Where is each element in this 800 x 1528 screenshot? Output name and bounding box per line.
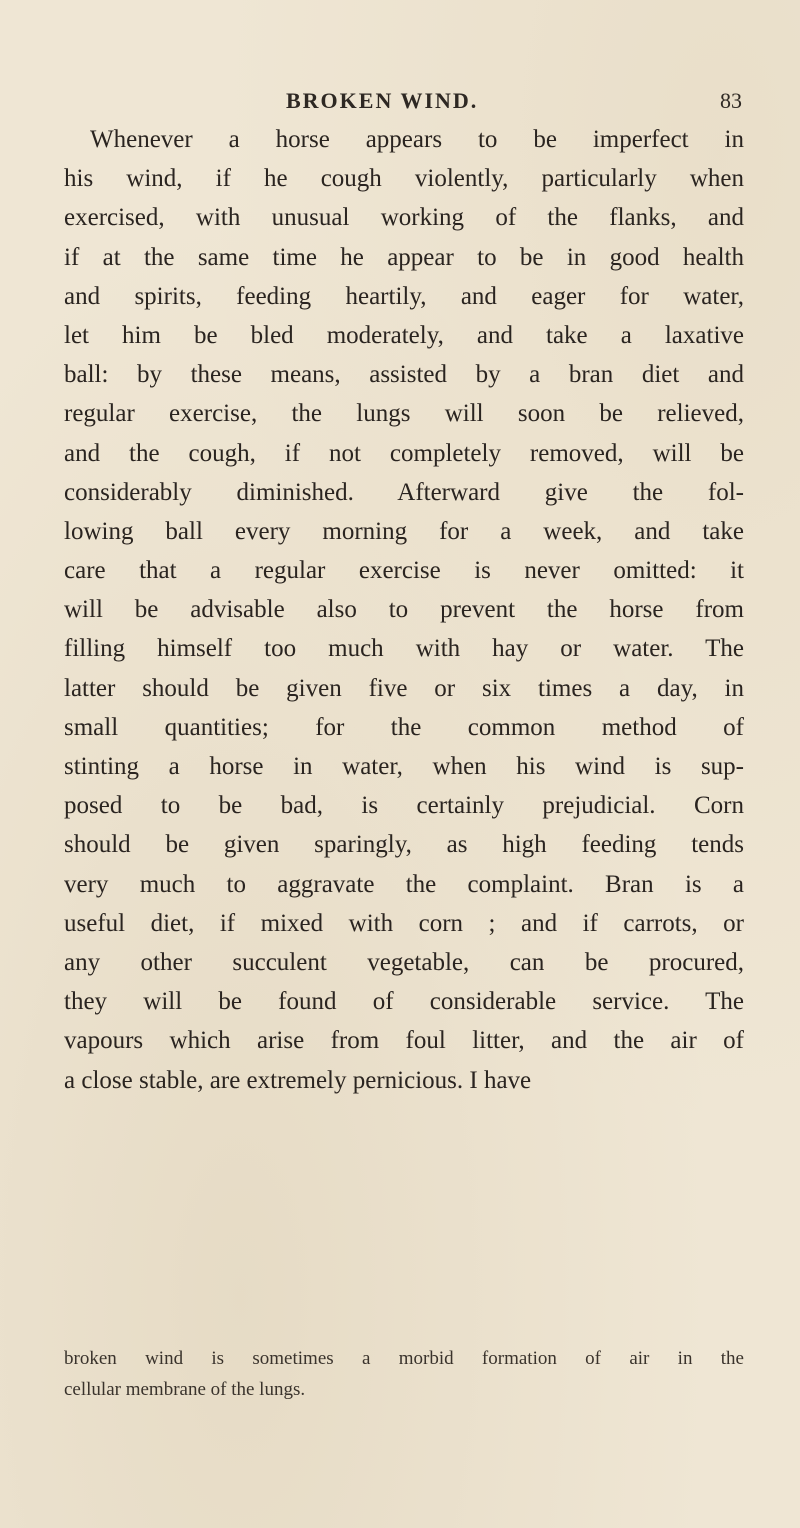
text-line: latter should be given five or six times a day, in: [64, 674, 744, 702]
text-line: Whenever a horse appears to be imperfect in: [90, 126, 744, 153]
page-number: 83: [720, 88, 742, 113]
text-line: should be given sparingly, as high feeding tends: [64, 831, 744, 859]
text-line: exercised, with unusual working of the flanks, and: [64, 204, 744, 232]
text-line: and the cough, if not completely removed, will be: [64, 439, 744, 467]
text-line: filling himself too much with hay or water. The: [64, 635, 744, 663]
text-line: stinting a horse in water, when his wind is sup-: [64, 753, 744, 780]
text-line: care that a regular exercise is never omitted: it: [64, 557, 744, 585]
text-line: ball: by these means, assisted by a bran diet and: [64, 361, 744, 389]
text-line: will be advisable also to prevent the horse from: [64, 596, 744, 624]
text-line: lowing ball every morning for a week, and take: [64, 517, 744, 545]
page-header: [0, 88, 800, 118]
footnote-line: broken wind is sometimes a morbid formation of air in the: [64, 1348, 744, 1369]
footnote-line: cellular membrane of the lungs.: [64, 1379, 306, 1400]
text-line: vapours which arise from foul litter, and the air of: [64, 1027, 744, 1055]
text-line: they will be found of considerable service. The: [64, 988, 744, 1016]
text-line: his wind, if he cough violently, particularly when: [64, 165, 744, 193]
footnote: [64, 1343, 744, 1405]
text-line: if at the same time he appear to be in good health: [64, 243, 744, 271]
text-line: regular exercise, the lungs will soon be relieved,: [64, 400, 744, 428]
body-text: [64, 120, 744, 1100]
text-line: let him be bled moderately, and take a laxative: [64, 321, 744, 349]
text-line: very much to aggravate the complaint. Bran is a: [64, 870, 744, 898]
running-title: BROKEN WIND.: [286, 88, 479, 113]
text-line: useful diet, if mixed with corn ; and if carrots, or: [64, 909, 744, 937]
text-line: considerably diminished. Afterward give the fol-: [64, 478, 744, 506]
text-line: any other succulent vegetable, can be procured,: [64, 948, 744, 976]
text-line: and spirits, feeding heartily, and eager for water,: [64, 282, 744, 310]
text-line: posed to be bad, is certainly prejudicial. Corn: [64, 792, 744, 820]
text-line: small quantities; for the common method of: [64, 713, 744, 741]
text-line: a close stable, are extremely pernicious. I have: [64, 1066, 532, 1094]
